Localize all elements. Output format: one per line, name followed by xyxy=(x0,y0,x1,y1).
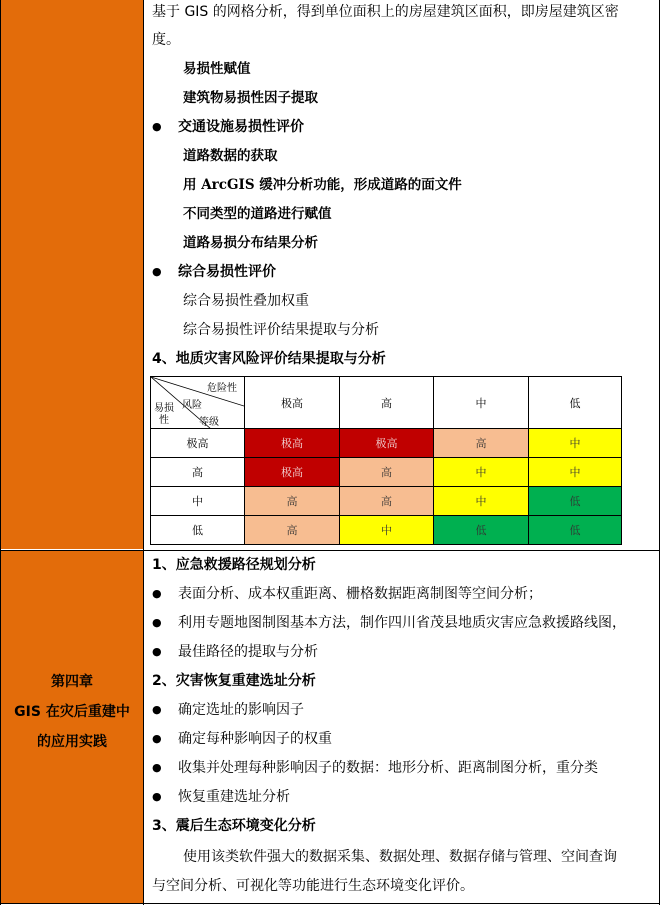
bullet-overall-vulnerability: 综合易损性评价 xyxy=(178,264,276,280)
risk-cell: 中 xyxy=(340,516,434,545)
bullet-icon: ● xyxy=(152,645,162,658)
sub-item: 不同类型的道路进行赋值 xyxy=(183,206,332,222)
bullet-icon: ● xyxy=(152,703,162,716)
sub-item: 易损性赋值 xyxy=(183,61,251,77)
heading-risk-evaluation: 4、地质灾害风险评价结果提取与分析 xyxy=(152,351,386,367)
corner-header-cell xyxy=(151,377,245,429)
bullet-item: 收集并处理每种影响因子的数据：地形分析、距离制图分析，重分类 xyxy=(178,760,598,776)
col-header: 极高 xyxy=(245,377,340,429)
risk-cell: 低 xyxy=(529,516,622,545)
risk-matrix-table xyxy=(150,376,622,545)
heading-eco-change: 3、震后生态环境变化分析 xyxy=(152,818,316,834)
risk-cell: 低 xyxy=(529,487,622,516)
bullet-icon: ● xyxy=(152,616,162,629)
risk-cell: 中 xyxy=(434,487,529,516)
heading-emergency-route: 1、应急救援路径规划分析 xyxy=(152,557,316,573)
risk-cell: 极高 xyxy=(245,458,340,487)
risk-cell: 中 xyxy=(434,458,529,487)
risk-cell: 高 xyxy=(245,516,340,545)
risk-cell: 高 xyxy=(245,487,340,516)
corner-label-risk: 风险 xyxy=(182,400,202,411)
risk-cell: 极高 xyxy=(340,429,434,458)
heading-reconstruction-site: 2、灾害恢复重建选址分析 xyxy=(152,673,316,689)
bullet-traffic-vulnerability: 交通设施易损性评价 xyxy=(178,119,304,135)
bullet-icon: ● xyxy=(152,120,162,133)
risk-cell: 高 xyxy=(340,458,434,487)
row-header: 低 xyxy=(151,516,245,545)
sub-item: 建筑物易损性因子提取 xyxy=(183,90,318,106)
corner-label-grade: 等级 xyxy=(199,417,219,428)
sub-item: 道路数据的获取 xyxy=(183,148,278,164)
sub-item: 综合易损性评价结果提取与分析 xyxy=(183,322,379,338)
border-left xyxy=(0,0,1,905)
border-middle xyxy=(143,0,144,905)
bullet-icon: ● xyxy=(152,265,162,278)
bullet-item: 利用专题地图制图基本方法，制作四川省茂县地质灾害应急救援路线图， xyxy=(178,615,626,631)
risk-cell: 低 xyxy=(434,516,529,545)
bullet-item: 确定选址的影响因子 xyxy=(178,702,304,718)
bullet-item: 最佳路径的提取与分析 xyxy=(178,644,318,660)
chapter4-title-line3: 的应用实践 xyxy=(37,734,107,750)
left-column-top xyxy=(1,0,143,549)
col-header: 中 xyxy=(434,377,529,429)
eco-paragraph-line1: 使用该类软件强大的数据采集、数据处理、数据存储与管理、空间查询 xyxy=(183,849,617,865)
bullet-item: 表面分析、成本权重距离、栅格数据距离制图等空间分析； xyxy=(178,586,542,602)
bullet-item: 确定每种影响因子的权重 xyxy=(178,731,332,747)
sub-item: 道路易损分布结果分析 xyxy=(183,235,318,251)
bullet-icon: ● xyxy=(152,790,162,803)
border-bottom xyxy=(0,903,660,904)
corner-label-danger: 危险性 xyxy=(207,383,237,394)
bullet-item: 恢复重建选址分析 xyxy=(178,789,290,805)
eco-paragraph-line2: 与空间分析、可视化等功能进行生态环境变化评价。 xyxy=(152,878,474,894)
sub-item: 综合易损性叠加权重 xyxy=(183,293,309,309)
bullet-icon: ● xyxy=(152,732,162,745)
risk-cell: 中 xyxy=(529,458,622,487)
bullet-icon: ● xyxy=(152,587,162,600)
bullet-icon: ● xyxy=(152,761,162,774)
col-header: 低 xyxy=(529,377,622,429)
intro-paragraph-line1: 基于 GIS 的网格分析，得到单位面积上的房屋建筑区面积，即房屋建筑区密 xyxy=(152,4,619,20)
risk-cell: 高 xyxy=(434,429,529,458)
sub-item: 用 ArcGIS 缓冲分析功能，形成道路的面文件 xyxy=(183,177,462,193)
chapter4-title-line1: 第四章 xyxy=(51,674,93,690)
row-header: 高 xyxy=(151,458,245,487)
row-header: 中 xyxy=(151,487,245,516)
risk-cell: 高 xyxy=(340,487,434,516)
row-divider xyxy=(0,550,660,551)
corner-label-vulnerability: 易损性 xyxy=(154,403,174,426)
risk-cell: 极高 xyxy=(245,429,340,458)
intro-paragraph-line2: 度。 xyxy=(152,32,180,48)
risk-cell: 中 xyxy=(529,429,622,458)
row-header: 极高 xyxy=(151,429,245,458)
chapter4-title-line2: GIS 在灾后重建中 xyxy=(14,704,130,720)
col-header: 高 xyxy=(340,377,434,429)
